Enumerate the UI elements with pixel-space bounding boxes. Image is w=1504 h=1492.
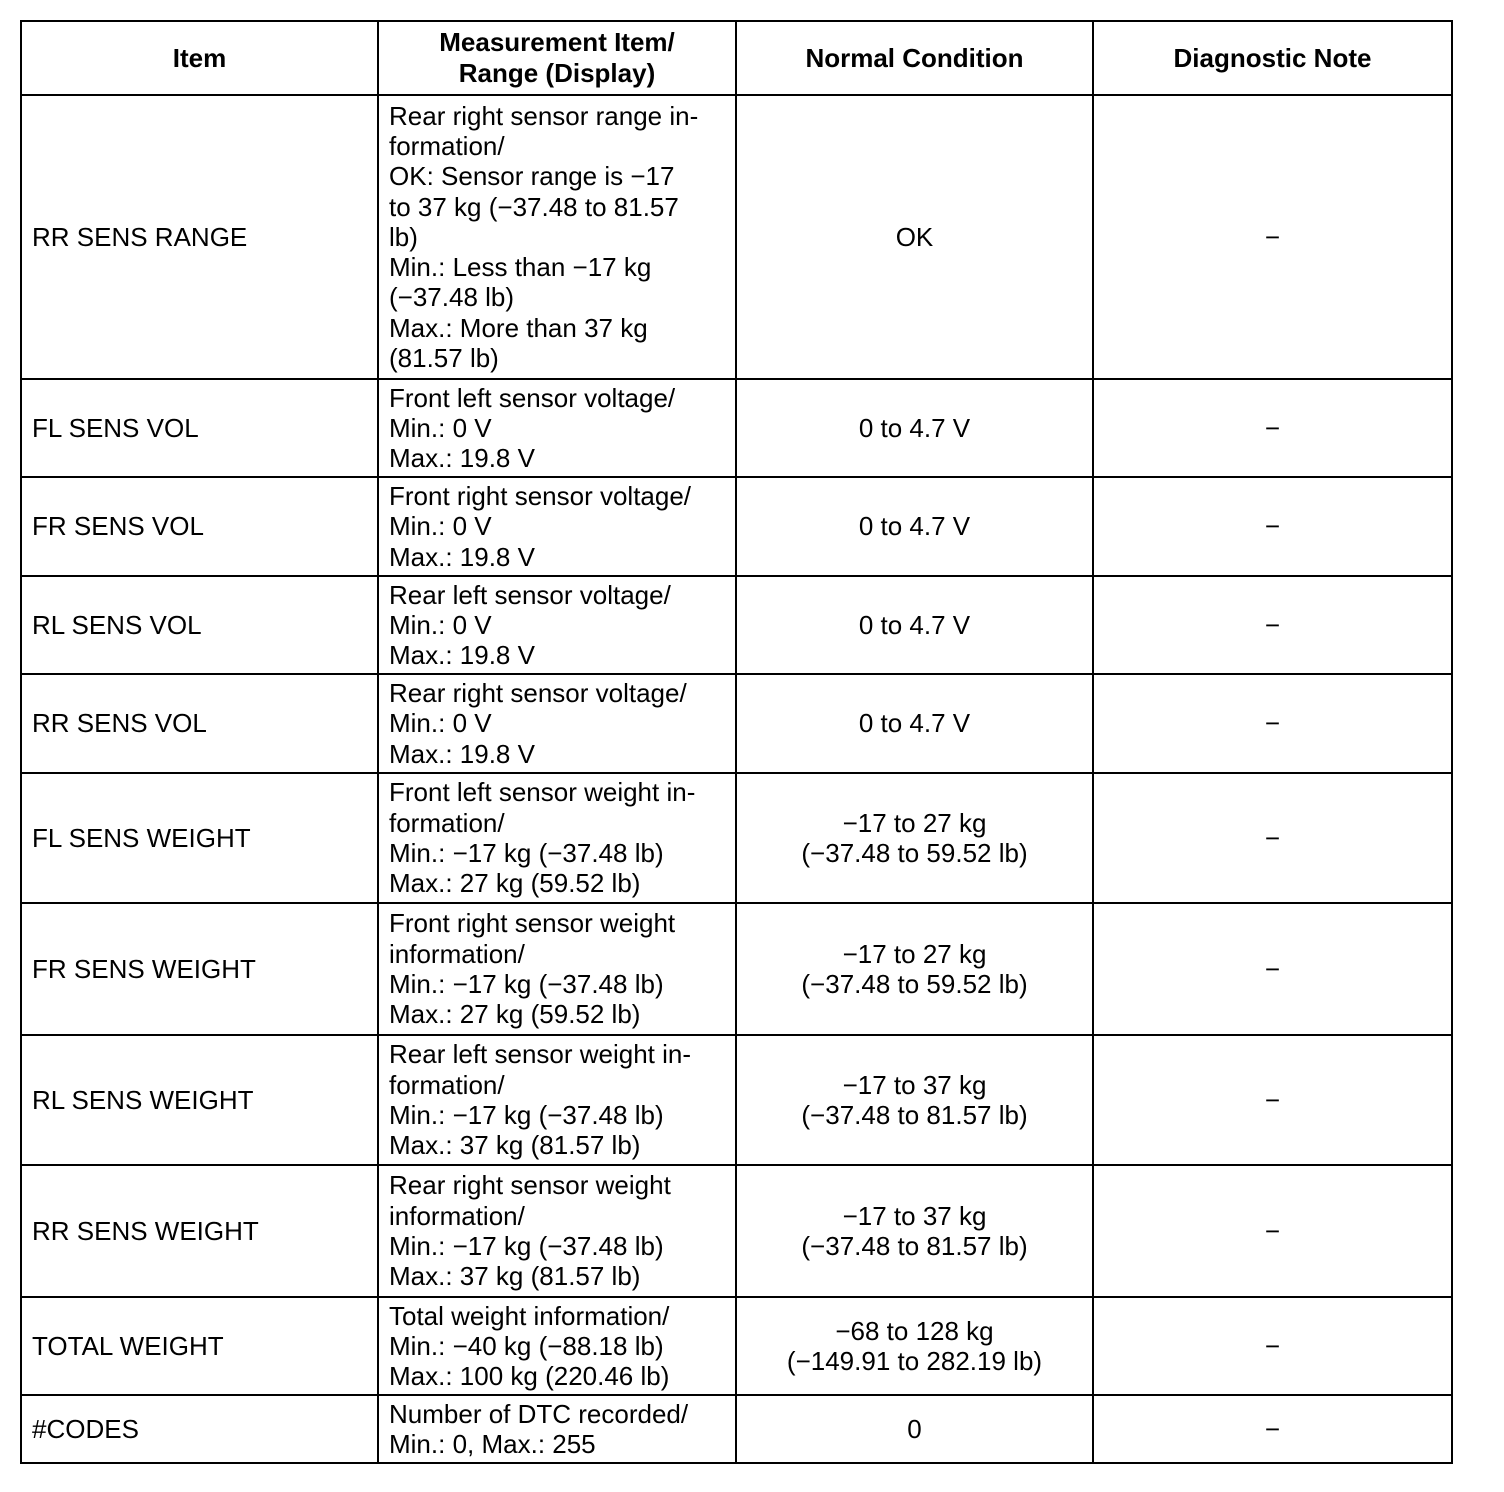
measurement-cell: Rear left sensor weight in- formation/ Min.: −17 kg (−37.48 lb) Max.: 37 kg (81.57 lb) — [378, 1035, 736, 1165]
item-cell: RR SENS WEIGHT — [21, 1165, 378, 1297]
normal-condition-cell: 0 to 4.7 V — [736, 477, 1093, 576]
measurement-cell: Front right sensor voltage/ Min.: 0 V Max.: 19.8 V — [378, 477, 736, 576]
measurement-cell: Rear left sensor voltage/ Min.: 0 V Max.: 19.8 V — [378, 576, 736, 674]
normal-condition-cell: −17 to 37 kg (−37.48 to 81.57 lb) — [736, 1165, 1093, 1297]
diagnostic-note-cell: − — [1093, 379, 1452, 477]
normal-condition-cell: −17 to 27 kg (−37.48 to 59.52 lb) — [736, 903, 1093, 1035]
item-cell: FL SENS WEIGHT — [21, 773, 378, 903]
normal-condition-cell: 0 to 4.7 V — [736, 379, 1093, 477]
measurement-cell: Front left sensor weight in- formation/ Min.: −17 kg (−37.48 lb) Max.: 27 kg (59.52 lb) — [378, 773, 736, 903]
item-cell: TOTAL WEIGHT — [21, 1297, 378, 1395]
diagnostic-note-cell: − — [1093, 95, 1452, 379]
item-cell: RL SENS WEIGHT — [21, 1035, 378, 1165]
item-cell: RR SENS RANGE — [21, 95, 378, 379]
data-list-table — [20, 20, 1453, 1464]
diagnostic-note-cell: − — [1093, 1395, 1452, 1463]
normal-condition-cell: −68 to 128 kg (−149.91 to 282.19 lb) — [736, 1297, 1093, 1395]
normal-condition-cell: 0 — [736, 1395, 1093, 1463]
header-item: Item — [21, 21, 378, 95]
measurement-cell: Total weight information/ Min.: −40 kg (−88.18 lb) Max.: 100 kg (220.46 lb) — [378, 1297, 736, 1395]
header-measurement-line1: Measurement Item/ Range (Display) — [439, 27, 675, 88]
measurement-cell: Rear right sensor weight information/ Min.: −17 kg (−37.48 lb) Max.: 37 kg (81.57 lb) — [378, 1165, 736, 1297]
item-cell: FL SENS VOL — [21, 379, 378, 477]
diagnostic-note-cell: − — [1093, 1297, 1452, 1395]
item-cell: #CODES — [21, 1395, 378, 1463]
item-cell: RR SENS VOL — [21, 674, 378, 773]
item-cell: FR SENS WEIGHT — [21, 903, 378, 1035]
normal-condition-cell: −17 to 37 kg (−37.48 to 81.57 lb) — [736, 1035, 1093, 1165]
measurement-cell: Front left sensor voltage/ Min.: 0 V Max.: 19.8 V — [378, 379, 736, 477]
normal-condition-cell: 0 to 4.7 V — [736, 674, 1093, 773]
header-measurement — [378, 21, 736, 95]
measurement-cell: Rear right sensor voltage/ Min.: 0 V Max.: 19.8 V — [378, 674, 736, 773]
header-diagnostic-note: Diagnostic Note — [1093, 21, 1452, 95]
normal-condition-cell: −17 to 27 kg (−37.48 to 59.52 lb) — [736, 773, 1093, 903]
table-row — [21, 1165, 1452, 1297]
normal-condition-cell: 0 to 4.7 V — [736, 576, 1093, 674]
normal-condition-cell: OK — [736, 95, 1093, 379]
diagnostic-note-cell: − — [1093, 1165, 1452, 1297]
table-row — [21, 1395, 1452, 1463]
item-cell: FR SENS VOL — [21, 477, 378, 576]
diagnostic-note-cell: − — [1093, 576, 1452, 674]
item-cell: RL SENS VOL — [21, 576, 378, 674]
diagnostic-note-cell: − — [1093, 773, 1452, 903]
table-row — [21, 576, 1452, 674]
table-row — [21, 1297, 1452, 1395]
diagnostic-note-cell: − — [1093, 1035, 1452, 1165]
table-row — [21, 379, 1452, 477]
diagnostic-note-cell: − — [1093, 903, 1452, 1035]
header-normal-condition: Normal Condition — [736, 21, 1093, 95]
table-row — [21, 477, 1452, 576]
diagnostic-note-cell: − — [1093, 674, 1452, 773]
measurement-cell: Front right sensor weight information/ Min.: −17 kg (−37.48 lb) Max.: 27 kg (59.52 lb) — [378, 903, 736, 1035]
table-row — [21, 773, 1452, 903]
table-row — [21, 1035, 1452, 1165]
table-row — [21, 95, 1452, 379]
diagnostic-note-cell: − — [1093, 477, 1452, 576]
measurement-cell: Number of DTC recorded/ Min.: 0, Max.: 255 — [378, 1395, 736, 1463]
table-row — [21, 903, 1452, 1035]
measurement-cell: Rear right sensor range in- formation/ OK: Sensor range is −17 to 37 kg (−37.48 to 81.57 lb) Min.: Less than −17 kg (−37.48 lb) Max.: More than 37 kg (81.57 lb) — [378, 95, 736, 379]
table-row — [21, 674, 1452, 773]
header-row — [21, 21, 1452, 95]
